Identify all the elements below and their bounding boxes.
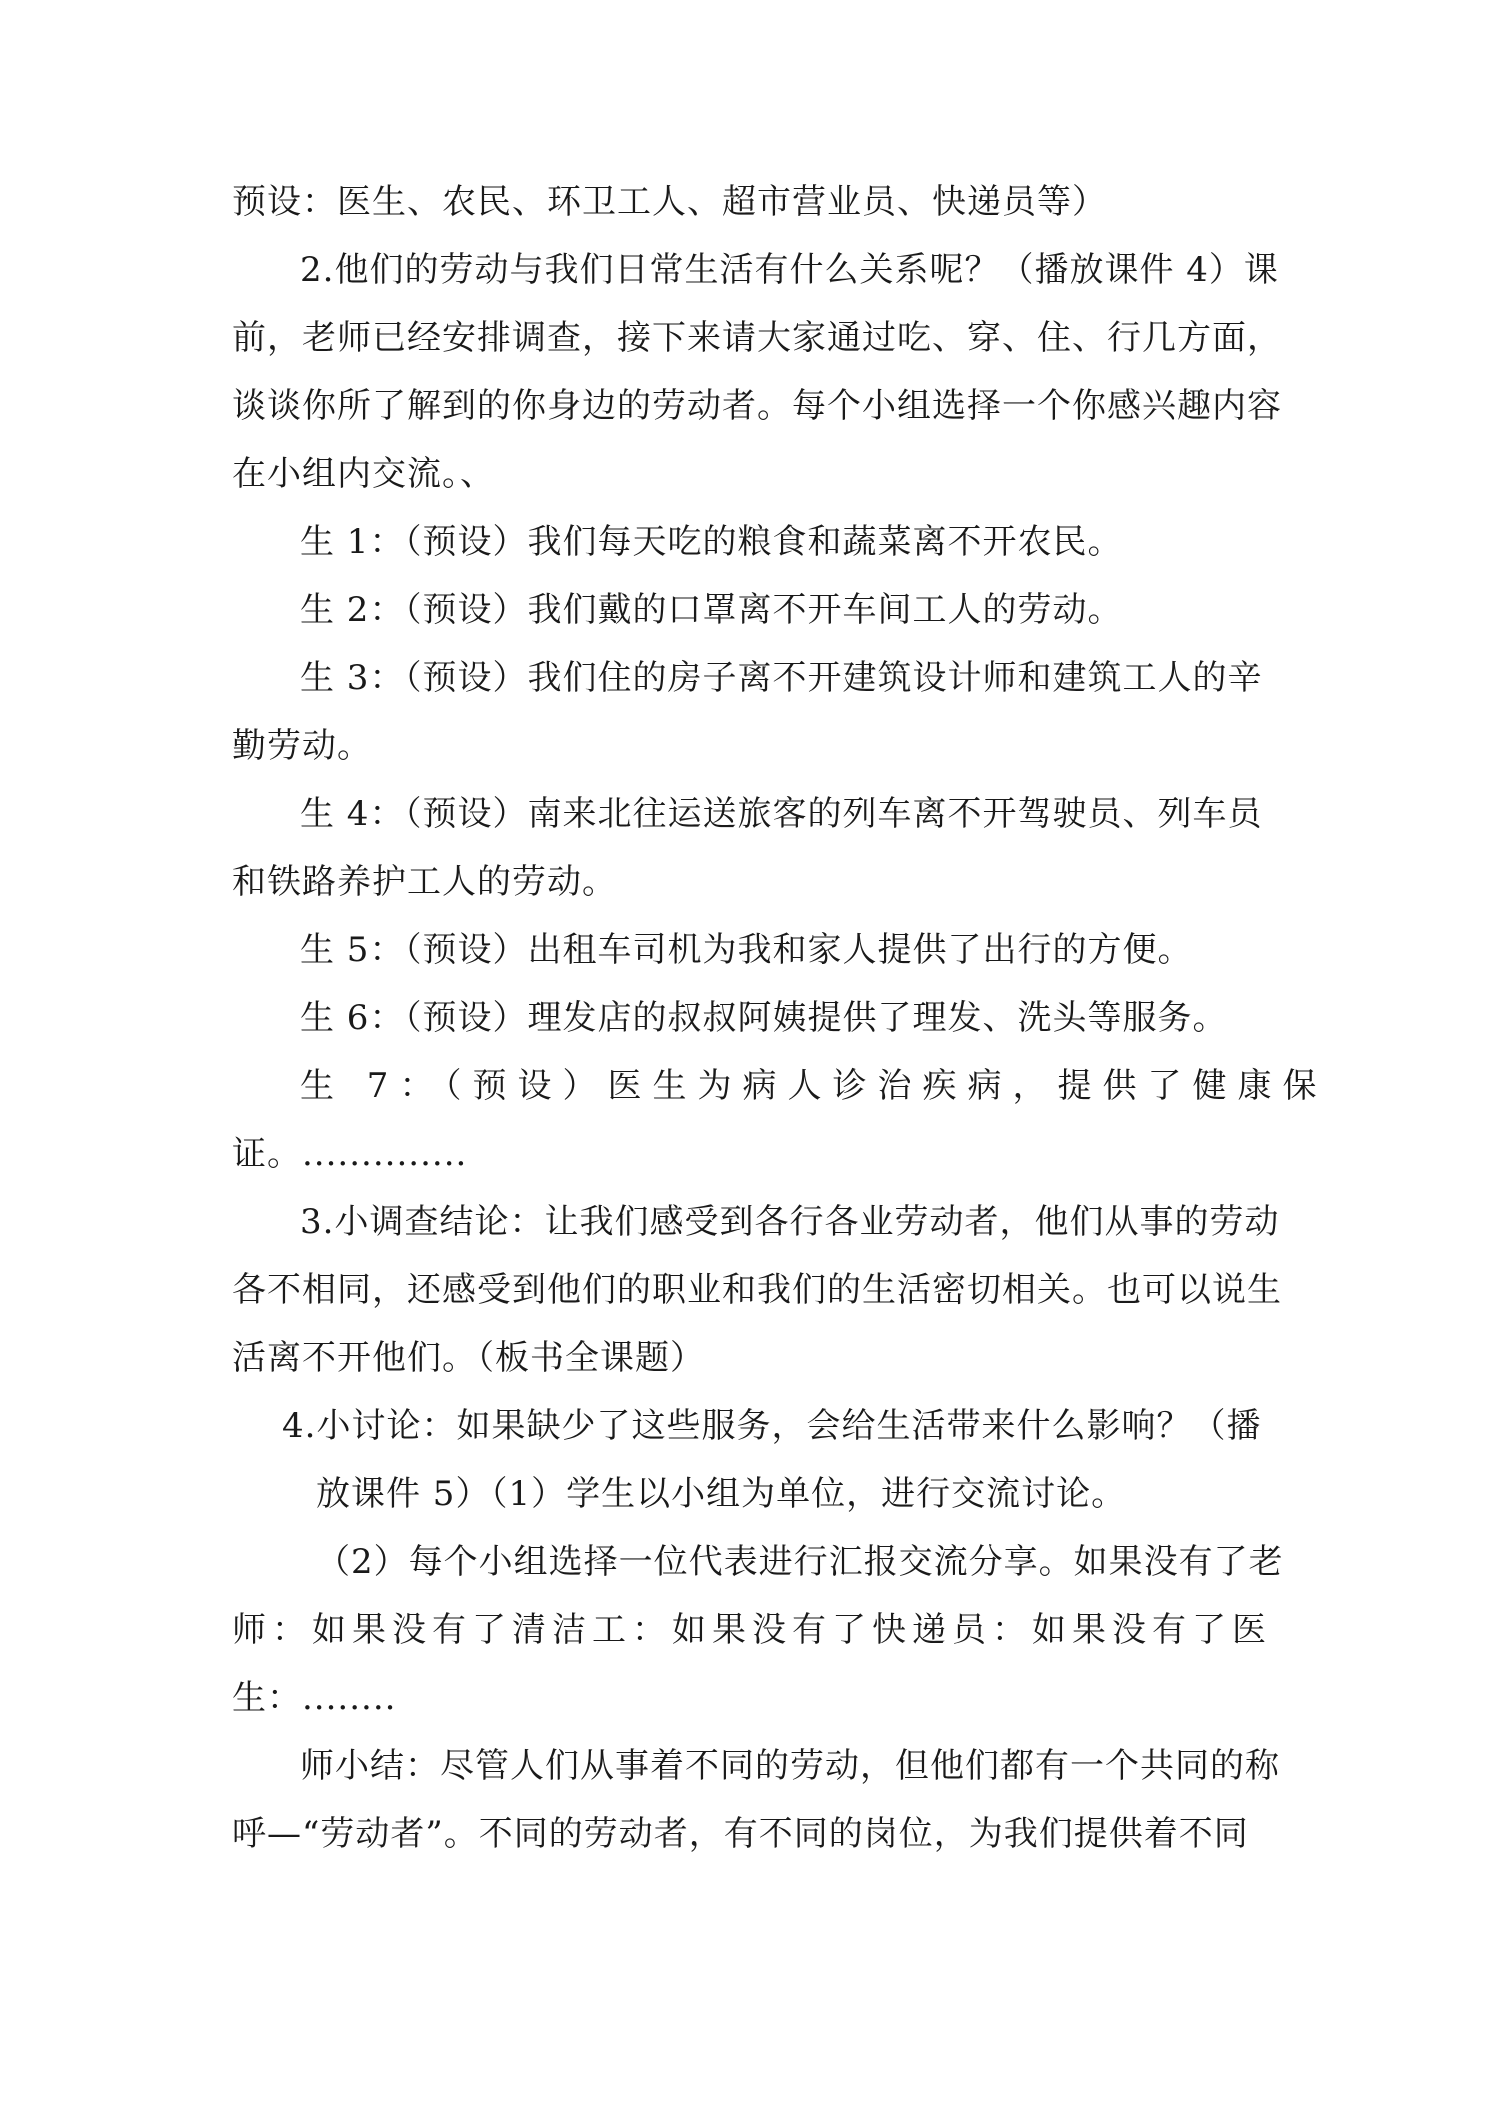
text-line-8: 生 3：（预设）我们住的房子离不开建筑设计师和建筑工人的辛: [300, 658, 1263, 698]
text-line-24: 师小结：尽管人们从事着不同的劳动，但他们都有一个共同的称: [300, 1746, 1280, 1786]
text-line-17: 各不相同，还感受到他们的职业和我们的生活密切相关。也可以说生: [232, 1270, 1282, 1310]
text-line-25: 呼—“劳动者”。不同的劳动者，有不同的岗位，为我们提供着不同: [232, 1814, 1249, 1854]
text-line-4: 谈谈你所了解到的你身边的劳动者。每个小组选择一个你感兴趣内容: [232, 386, 1282, 426]
text-line-14: 生 7：（预设）医生为病人诊治疾病，提供了健康保: [300, 1066, 1328, 1106]
text-line-22: 师：如果没有了清洁工：如果没有了快递员：如果没有了医: [232, 1610, 1272, 1650]
text-line-13: 生 6：（预设）理发店的叔叔阿姨提供了理发、洗头等服务。: [300, 998, 1228, 1038]
text-line-23: 生：........: [232, 1678, 397, 1718]
text-line-11: 和铁路养护工人的劳动。: [232, 862, 617, 902]
text-line-9: 勤劳动。: [232, 726, 372, 766]
text-line-21: （2）每个小组选择一位代表进行汇报交流分享。如果没有了老: [316, 1542, 1284, 1582]
text-line-2: 2.他们的劳动与我们日常生活有什么关系呢？（播放课件 4）课: [300, 250, 1279, 290]
text-line-6: 生 1：（预设）我们每天吃的粮食和蔬菜离不开农民。: [300, 522, 1123, 562]
text-line-12: 生 5：（预设）出租车司机为我和家人提供了出行的方便。: [300, 930, 1193, 970]
text-line-1: 预设：医生、农民、环卫工人、超市营业员、快递员等）: [232, 182, 1107, 222]
text-line-16: 3.小调查结论：让我们感受到各行各业劳动者，他们从事的劳动: [300, 1202, 1280, 1242]
text-line-5: 在小组内交流。、: [232, 454, 495, 494]
text-line-7: 生 2：（预设）我们戴的口罩离不开车间工人的劳动。: [300, 590, 1123, 630]
text-line-18: 活离不开他们。（板书全课题）: [232, 1338, 705, 1378]
text-line-15: 证。..............: [232, 1134, 468, 1174]
text-line-20: 放课件 5）（1）学生以小组为单位，进行交流讨论。: [316, 1474, 1127, 1514]
text-line-3: 前，老师已经安排调查，接下来请大家通过吃、穿、住、行几方面，: [232, 318, 1282, 358]
text-line-19: 4.小讨论：如果缺少了这些服务，会给生活带来什么影响？（播: [282, 1406, 1262, 1446]
text-line-10: 生 4：（预设）南来北往运送旅客的列车离不开驾驶员、列车员: [300, 794, 1263, 834]
